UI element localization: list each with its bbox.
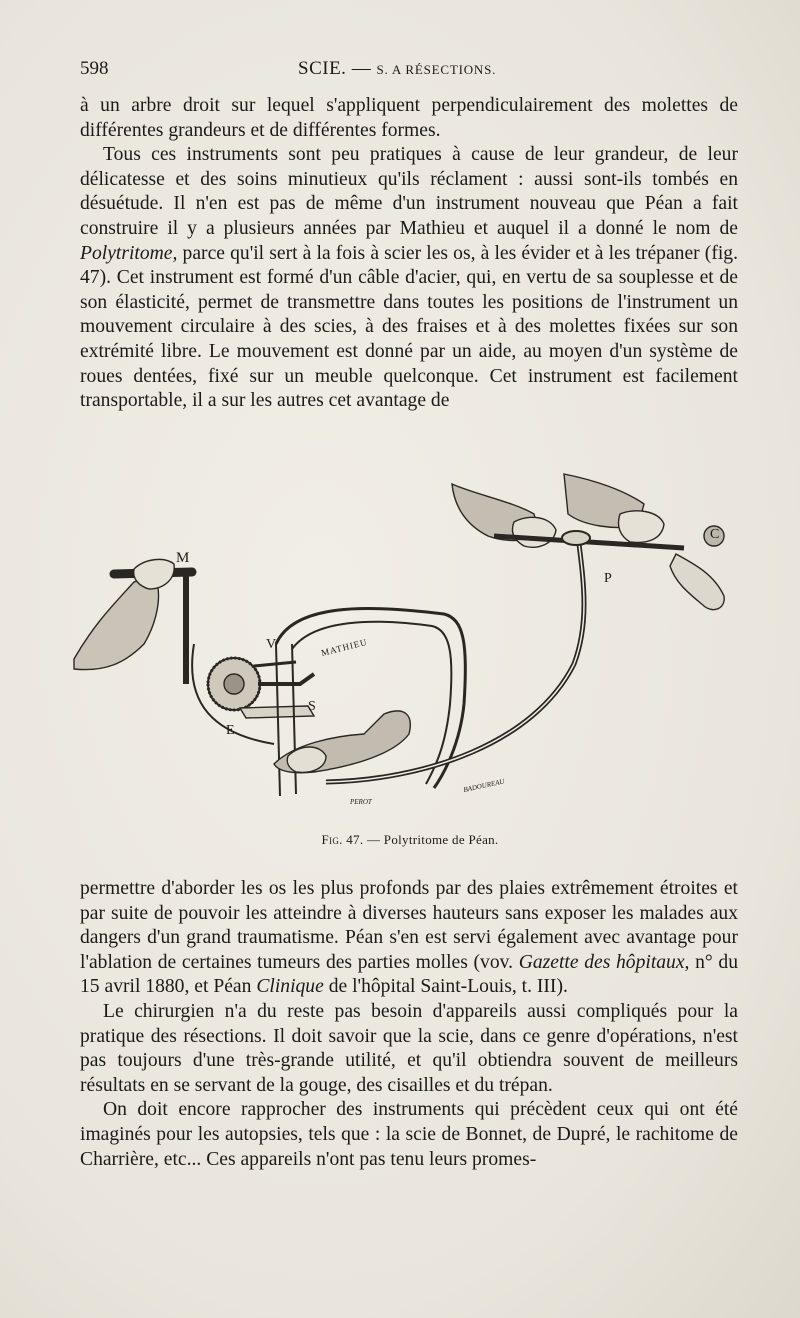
journal-title-italic: Gazette des hôpitaux, (518, 951, 690, 973)
page-header (80, 58, 740, 84)
screw-v (254, 662, 296, 666)
left-hand (134, 559, 175, 589)
paragraph-surgeon: Le chirurgien n'a du reste pas besoin d'appareils aussi compliqués pour la pratique des résections. Il doit savoir que la scie, dans ce genre d'opérations, n'est pas toujours d'une très-grande utilité, et qu'il obtiendra souvent de meilleurs résultats en se servant de la gouge, des cisailles et du trépan. (80, 1000, 738, 1096)
paragraph-text: n° du 15 avril 1880, et Péan (80, 951, 738, 998)
running-head-title: SCIE. (298, 58, 347, 79)
work-title-italic: Clinique (256, 976, 324, 998)
paragraph-continuation: à un arbre droit sur lequel s'appliquent perpendiculairement des molettes de différentes grandeurs et de différentes formes. (80, 95, 738, 141)
paragraph-continuation-advantages (80, 877, 738, 1000)
figure-label-v: V (266, 637, 277, 652)
figure-label-m: M (176, 550, 190, 566)
figure-label-c: C (710, 527, 720, 542)
paragraph-text: de l'hôpital Saint-Louis, t. III). (323, 976, 568, 998)
polytritome-engraving (64, 444, 744, 834)
running-head-dash: — (346, 58, 377, 79)
text-block-top (80, 94, 738, 414)
gear-axle (258, 674, 314, 684)
text-block-bottom (80, 877, 738, 1172)
engraver-signature-left: PEROT (350, 798, 372, 806)
instrument-name-italic: Polytritome, (80, 242, 178, 264)
maker-stamp: MATHIEU (320, 636, 369, 658)
handle-collar (562, 531, 590, 545)
figure-47-polytritome (64, 444, 744, 834)
running-head (298, 58, 496, 80)
paragraph-text: parce qu'il sert à la fois à scier les os, à les évider et à les trépaner (fig. 47). Cet instrument est formé d'un câble d'acier, qui, en vertu de sa souplesse et de son élasticité, permet de transmettre dans toutes les positions de l'instrument un mouvement circulaire à des scies, à des fraises et à des molettes fixées sur son extrémité libre. Le mouvement est donné par un aide, au moyen d'un système de roues dentées, fixé sur un meuble quelconque. Cet instrument est facilement transportable, il a sur les autres cet avantage de (80, 242, 738, 412)
surgeon-left-hand (512, 517, 556, 547)
surgeon-right-hand (618, 511, 664, 543)
engraver-signature-right: BADOUREAU (462, 777, 506, 794)
page-number: 598 (80, 58, 109, 79)
paragraph-polytritome (80, 143, 738, 414)
figure-number: Fig. 47. (321, 832, 364, 847)
paragraph-autopsy-instruments: On doit encore rapprocher des instruments qui précèdent ceux qui ont été imaginés pour les autopsies, tels que : la scie de Bonnet, de Dupré, le rachitome de Charrière, etc... Ces appareils n'ont pas tenu leurs promes- (80, 1099, 738, 1170)
chair-leg (276, 644, 296, 796)
figure-caption (80, 832, 740, 848)
gear-hub (224, 674, 244, 694)
figure-caption-text: — Polytritome de Péan. (363, 832, 499, 847)
paragraph-text: Tous ces instruments sont peu pratiques à cause de leur grandeur, de leur délicatesse et des soins minutieux qu'ils réclament : aussi sont-ils tombés en désuétude. Il n'en est pas de même d'un instrument nouveau que Péan a fait construire il y a plusieurs années par Mathieu et auquel il a donné le nom de (80, 144, 738, 239)
paragraph-text: permettre d'aborder les os les plus profonds par des plaies extrêmement étroites et par suite de pouvoir les atteindre à diverses hauteurs sans exposer les malades aux dangers d'un grand traumatisme. Péan s'en est servi également avec avantage pour l'ablation de certaines tumeurs des parties molles (vov. (80, 878, 738, 973)
left-sleeve (74, 576, 159, 670)
running-head-subtitle: S. A RÉSECTIONS. (376, 62, 497, 77)
figure-label-s: S (308, 699, 316, 714)
bone-specimen (670, 554, 724, 610)
figure-label-e: E (226, 723, 235, 738)
figure-label-p: P (604, 571, 612, 586)
